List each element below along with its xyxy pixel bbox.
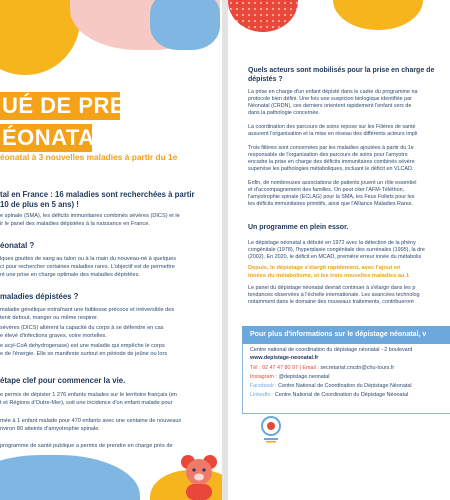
paragraph-line: maladie génétique entraînant une faiblesse précoce et irréversible des <box>0 307 175 313</box>
paragraph-line: e acyl-CoA dehydrogenase) est une maladie qui empêche le corps <box>0 343 165 349</box>
section-heading: Quels acteurs sont mobilisés pour la prise en charge de <box>248 67 435 74</box>
decor-orange-blob <box>333 0 423 30</box>
section-heading: Un programme en plein essor. <box>248 224 349 231</box>
paragraph-line: e de l'énergie. Elle se manifeste surtout en période de jeûne ou lors <box>0 351 168 357</box>
paragraph-line: dans la pathologie concernée. <box>248 110 320 116</box>
paragraph-line: protocole bien défini. Une fois une suspicion biologique identifiée par <box>248 96 412 102</box>
info-website-link[interactable]: www.depistage-neonatal.fr <box>250 355 319 361</box>
paragraph-line: congénitale (1978), l'hyperplasie congénitale des surrénales (1995), la dre <box>248 247 425 253</box>
paragraph-line: Trois filières sont concernées par les maladies ajoutées à partir du 1e <box>248 145 414 151</box>
highlight-line: innées du métabolisme, et les trois nouvelles maladies au 1 <box>248 273 410 279</box>
instagram-link[interactable]: @depistage.neonatal <box>278 374 330 380</box>
info-contact-line <box>250 365 450 372</box>
logo-icon <box>256 414 286 444</box>
paragraph-line: et d'accompagnement des familles. On peut citer l'AFM-Téléthon, <box>248 187 405 193</box>
paragraph-line: sévères (DICS) altèrent la capacité du corps à se défendre en cas <box>0 325 164 331</box>
section-heading: dépistés ? <box>248 76 283 83</box>
paragraph-line: t et Régions d'Outre-Mer), soit une incidence d'un enfant malade pour <box>0 400 173 406</box>
paragraph-line: ci pour rechercher certaines maladies rares. L'objectif est de permettre <box>0 264 175 270</box>
instagram-label: Instagram : <box>250 374 279 380</box>
paragraph-line: e spinale (SMA), les déficits immunitaires combinés sévères (DICS) et le <box>0 213 180 219</box>
highlight-line: Depuis, le dépistage s'élargit rapidement, avec l'ajout en <box>248 265 401 271</box>
decor-blue-bottom-blob <box>0 455 140 500</box>
paragraph-line: supervise les pathologies métaboliques, incluant le déficit en VLCAD. <box>248 166 414 172</box>
paragraph-line: encadre la prise en charge des déficits immunitaires combinés sévère <box>248 159 415 165</box>
paragraph-line: assurent l'organisation et la mise en réseau des différents acteurs impli <box>248 131 418 137</box>
info-email-label: Email : <box>302 365 321 371</box>
paragraph-line: e permis de dépister 1 276 enfants malades sur le territoire français (en <box>0 392 177 398</box>
facebook-link[interactable]: Centre National de Coordination du Dépistage Néonatal <box>278 383 412 389</box>
paragraph-line: La coordination des parcours de soins repose sur les Filières de santé <box>248 124 416 130</box>
linkedin-label: LinkedIn : <box>250 392 275 398</box>
paragraph-line: tendances observées à l'échelle internationale. Les avancées technolog <box>248 292 420 298</box>
paragraph-line: l'amyotrophie spinale (ECLAG) pour la SMA, les Feux Follets pour les <box>248 194 415 200</box>
section-heading: étape clef pour commencer la vie. <box>0 376 126 385</box>
paragraph-line: (2002). En 2020, le déficit en MCAD, première erreur innée du métabolis <box>248 254 422 260</box>
decor-red-dotted-blob <box>228 0 298 32</box>
toy-bear-illustration <box>178 452 222 500</box>
paragraph-line: lques gouttes de sang au talon ou à la main du nouveau-né à quelques <box>0 256 177 262</box>
info-address: Centre national de coordination du dépistage néonatal - 2 boulevard <box>250 347 413 353</box>
paragraph-line: responsable de l'organisation des parcours de soins pour l'amyotro <box>248 152 408 158</box>
paragraph-line: Néonatal (CRDN), ces derniers orientent rapidement l'enfant vers de <box>248 103 412 109</box>
right-page <box>228 0 450 500</box>
paragraph-line: notamment dans le domaine des nouveaux traitements, contribueront <box>248 299 414 305</box>
info-facebook-line <box>250 383 450 390</box>
left-page <box>0 0 222 500</box>
paragraph-line: nviron 80 atteints d'amyotrophie spinale. <box>0 426 100 432</box>
section-heading: éonatal ? <box>0 241 35 250</box>
info-phone: Tél : 02 47 47 80 97 | <box>250 365 303 371</box>
decor-yellow-blob <box>0 0 80 75</box>
paragraph-line: Enfin, de nombreuses associations de patients jouent un rôle essentiel <box>248 180 417 186</box>
info-linkedin-line <box>250 392 450 399</box>
paragraph-line: mée à 1 enfant malade pour 470 enfants avec une centaine de nouveaux <box>0 418 182 424</box>
paragraph-line: les déficits immunitaires primitifs, ainsi que l'Alliance Maladies Rares. <box>248 201 413 207</box>
section-heading: maladies dépistées ? <box>0 292 79 301</box>
linkedin-link[interactable]: Centre National de Coordination du Dépistage Néonatal <box>274 392 409 398</box>
info-box-heading: Pour plus d'informations sur le dépistage néonatal, v <box>242 326 450 344</box>
paragraph-line: programme de santé publique a permis de prendre en charge près de <box>0 443 173 449</box>
title-line-1: UÉ DE PRESSE <box>2 93 171 118</box>
paragraph-line: tenir debout, manger ou même respirer. <box>0 315 99 321</box>
info-email-link[interactable]: secretariat.cncdn@chu-tours.fr <box>320 365 395 371</box>
paragraph-line: La prise en charge d'un enfant dépisté dans le cadre du programme na <box>248 89 418 95</box>
info-instagram-line <box>250 374 450 381</box>
subtitle: éonatal à 3 nouvelles maladies à partir du 1e <box>0 152 178 162</box>
paragraph-line: Le dépistage néonatal a débuté en 1972 avec la détection de la phény <box>248 240 416 246</box>
facebook-label: Facebook : <box>250 383 279 389</box>
paragraph-line: e élevé d'infections graves, voire mortelles. <box>0 333 107 339</box>
decor-blue-blob <box>150 0 220 50</box>
section-heading: 10 de plus en 5 ans) ! <box>0 200 79 209</box>
title-line-2: ÉONATAL <box>2 125 109 150</box>
paragraph-line: ir le panel des maladies dépistées à la naissance en France. <box>0 221 150 227</box>
section-heading: tal en France : 16 maladies sont recherchées à partir <box>0 190 195 199</box>
paragraph-line: Le panel du dépistage néonatal devrait continuer à s'élargir dans les p <box>248 285 416 291</box>
paragraph-line: nt une prise en charge optimale des maladies dépistées. <box>0 272 140 278</box>
